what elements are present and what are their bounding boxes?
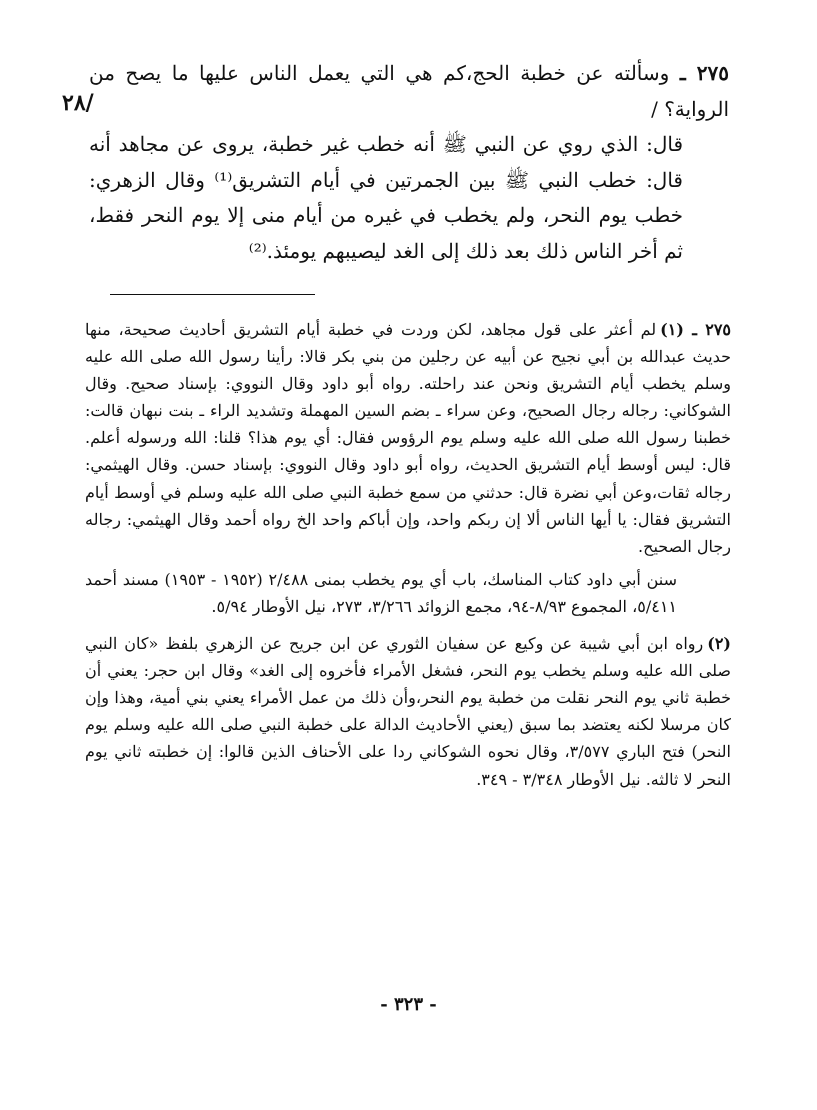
footnote-1-text: لم أعثر على قول مجاهد، لكن وردت في خطبة أيام التشريق أحاديث صحيحة، منها حديث عبدالله بن أبي نجيح عن أبيه عن رجلين من بني بكر قالا: رأينا رسول الله صلى الله عليه وسلم يخطب أيام التشريق ونحن عند راحلته. رواه أبو داود وقال النووي: بإسناد صحيح. وقال الشوكاني: رجاله رجال الصحيح، وعن سراء ـ بضم السين المهملة وتشديد الراء ـ بنت نبهان قالت: خطبنا رسول الله صلى الله عليه وسلم يوم الرؤوس فقال: أي يوم هذا؟ قلنا: الله ورسوله أعلم. قال: ليس أوسط أيام التشريق الحديث، رواه أبو داود وقال النووي: بإسناد حسن. وقال الهيثمي: رجاله ثقات،وعن أبي نضرة قال: حدثني من سمع خطبة النبي صلى الله عليه وسلم في أوسط أيام التشريق فقال: يا أيها الناس ألا إن ربكم واحد، وإن أباكم واحد الخ رواه أحمد وقال الهيثمي: رجاله رجال الصحيح. [85,320,732,556]
question-paragraph [89,56,729,127]
question-number: ٢٧٥ ـ [679,61,729,85]
main-text-block [89,56,729,269]
footnote-1 [85,316,731,560]
answer-paragraph: قال: الذي روي عن النبي ﷺ أنه خطب غير خطبة، يروى عن مجاهد أنه قال: خطب النبي ﷺ بين الجمرتين في أيام التشريق⁽¹⁾ وقال الزهري: خطب يوم النحر، ولم يخطب في غيره من أيام منى إلا يوم النحر فقط، ثم أخر الناس ذلك بعد ذلك إلى الغد ليصيبهم يومئذ.⁽²⁾ [89,132,683,263]
page-number: - ٣٢٣ - [380,994,437,1015]
footnotes-section [85,316,731,793]
margin-page-reference: /٢٨ [62,90,94,116]
footnote-1-sources: سنن أبي داود كتاب المناسك، باب أي يوم يخطب بمنى ٢/٤٨٨ (١٩٥٢ - ١٩٥٣) مسند أحمد ٥/٤١١، المجموع ٨/٩٣-٩٤، مجمع الزوائد ٣/٢٦٦، ٢٧٣، نيل الأوطار ٥/٩٤. [85,569,678,616]
footnote-1-label: ٢٧٥ ـ (١) [660,320,732,339]
question-text: وسألته عن خطبة الحج،كم هي التي يعمل الناس عليها ما يصح من الرواية؟ / [89,61,729,121]
footnote-2 [85,630,731,793]
footnote-2-text: رواه ابن أبي شيبة عن وكيع عن سفيان الثوري عن ابن جريح عن الزهري بلفظ «كان النبي صلى الله عليه وسلم يخطب يوم النحر، فشغل الأمراء فأخروه إلى الغد» وقال ابن حجر: يعني أن خطبة ثاني يوم النحر نقلت من خطبة يوم النحر،وأن ذلك من عمل الأمراء يعني بني أمية، وهذا وإن كان مرسلا لكنه يعتضد بما سبق (يعني الأحاديث الدالة على خطبة النبي صلى الله عليه وسلم يوم النحر) فتح الباري ٣/٥٧٧، وقال نحوه الشوكاني ردا على الأحناف الذين قالوا: إن خطبته ثاني يوم النحر لا ثالثه. نيل الأوطار ٣/٣٤٨ - ٣٤٩. [85,634,731,789]
footnote-2-label: (٢) [707,634,731,654]
footnote-divider [110,294,315,295]
